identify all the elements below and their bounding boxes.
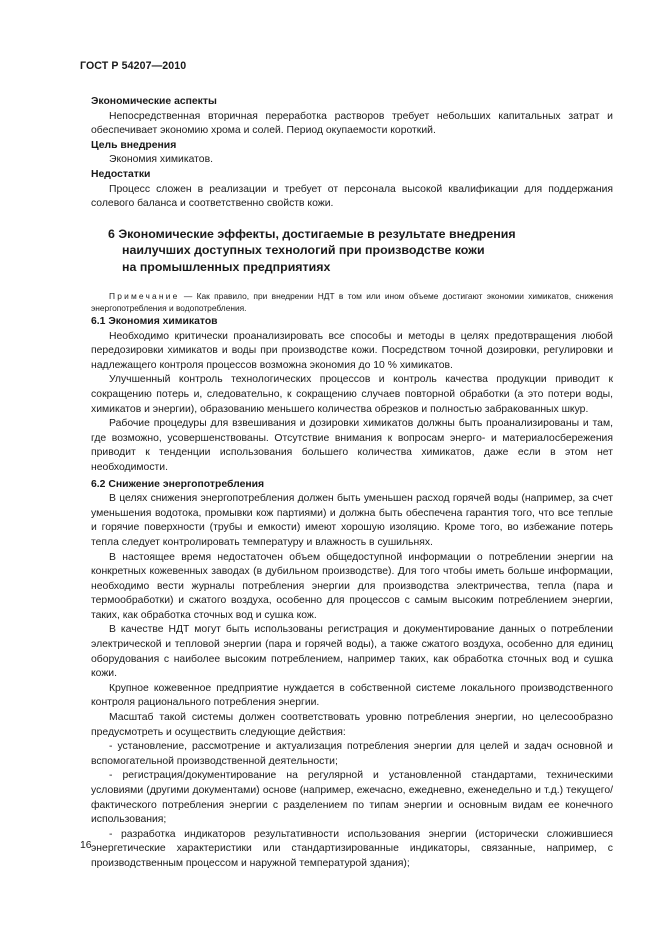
section-6-2-title: 6.2 Снижение энергопотребления xyxy=(91,478,265,490)
section-6-2-paragraph: Крупное кожевенное предприятие нуждается в собственной системе локального производственного контроля рационального потребления энергии. xyxy=(91,682,613,709)
goal-text: Экономия химикатов. xyxy=(109,154,213,166)
section-6-2-paragraph: В настоящее время недостаточен объем общедоступной информации о потреблении энергии на конкретных кожевенных заводах (в дубильном производстве). Для того чтобы иметь больше информации, необходимо вести журналы потребления энергии для производства электричества, тепла (пара и термообработки) и сжатого воздуха, особенно для процессов с самым высоким потреблением энергии, таких, как обработка сточных вод и сушка кож. xyxy=(91,551,613,621)
section-6-title-line1: 6 Экономические эффекты, достигаемые в результате внедрения xyxy=(108,227,516,241)
section-6-2-paragraph: В целях снижения энергопотребления должен быть уменьшен расход горячей воды (например, за счет уменьшения водотока, промывки кож партиями) и должна быть обеспечена гарантия того, что все теплые и горячие поверхности (трубы и емкости) имеют хорошую изоляцию. Кроме того, во избежание потерь тепла следует контролировать температуру и влажность в сушильнях. xyxy=(91,493,613,548)
section-6-title-line3: на промышленных предприятиях xyxy=(122,259,331,274)
top-section xyxy=(91,95,613,212)
note-label: Примечание xyxy=(109,291,180,301)
section-6-2-paragraph: Масштаб такой системы должен соответствовать уровню потребления энергии, но целесообразно предусмотреть и осуществить следующие действия: xyxy=(91,712,613,738)
standard-code: ГОСТ Р 54207—2010 xyxy=(80,60,187,72)
section-6-title-line2: наилучших доступных технологий при производстве кожи xyxy=(122,243,485,258)
section-6-1-title: 6.1 Экономия химикатов xyxy=(91,316,218,327)
list-item: - установление, рассмотрение и актуализация потребления энергии для целей и задач основной и вспомогательной производственной деятельности; xyxy=(91,741,613,767)
section-6-note xyxy=(91,291,613,314)
page-number: 16 xyxy=(80,840,92,851)
section-6-title xyxy=(108,226,613,275)
economic-text: Непосредственная вторичная переработка растворов требует небольших капитальных затрат и обеспечивает экономию хрома и солей. Период окупаемости короткий. xyxy=(91,110,613,137)
list-item: - разработка индикаторов результативности использования энергии (исторически сложившиеся энергетические характеристики или стандартизированные индикаторы, связанные, например, с производственным процессом и наружной температурой здания); xyxy=(91,828,613,869)
heading-goal: Цель внедрения xyxy=(91,139,177,151)
section-6-1-paragraph: Рабочие процедуры для взвешивания и дозировки химикатов должны быть проанализированы и там, где возможно, усовершенствованы. Отсутствие внимания к вопросам энерго- и материалосбережения приводит к тенденции использования большего количества химикатов, даже если в этом нет необходимости. xyxy=(91,418,613,473)
section-6-1-paragraph: Улучшенный контроль технологических процессов и контроль качества продукции приводит к сокращению потерь и, следовательно, к сокращению случаев повторной обработки (а это потери воды, химикатов и энергии), образованию меньшего количества обрезков и полностью забракованных шкур. xyxy=(91,374,613,415)
list-item: - регистрация/документирование на регулярной и установленной стандартами, техническими условиями (другими документами) основе (например, ежечасно, ежедневно, еженедельно и т.д.) текущего/фактического потребления энергии с разделением по типам энергии и основным видам ее конечного использования; xyxy=(91,770,613,826)
section-6-1-paragraph: Необходимо критически проанализировать все способы и методы в целях предотвращения любой передозировки химикатов и воды при производстве кожи. Посредством точной дозировки, регулировки и надлежащего контроля процессов возможна экономия до 10 % химикатов. xyxy=(91,330,613,371)
section-6-2-paragraph: В качестве НДТ могут быть использованы регистрация и документирование данных о потреблении электрической и тепловой энергии (пара и горячей воды), а также сжатого воздуха, особенно для единиц оборудования с наиболее высоким потреблением, например таких, как обработка сточных вод и сушка кожи. xyxy=(91,624,613,680)
drawbacks-text: Процесс сложен в реализации и требует от персонала высокой квалификации для поддержания солевого баланса и соответственно свойств кожи. xyxy=(91,183,613,210)
heading-economic: Экономические аспекты xyxy=(91,96,217,107)
section-6-1 xyxy=(91,315,613,872)
heading-drawbacks: Недостатки xyxy=(91,168,151,180)
note-text: — Как правило, при внедрении НДТ в том или ином объеме достигают экономии химикатов, снижения энергопотребления и водопотребления. xyxy=(91,291,613,313)
